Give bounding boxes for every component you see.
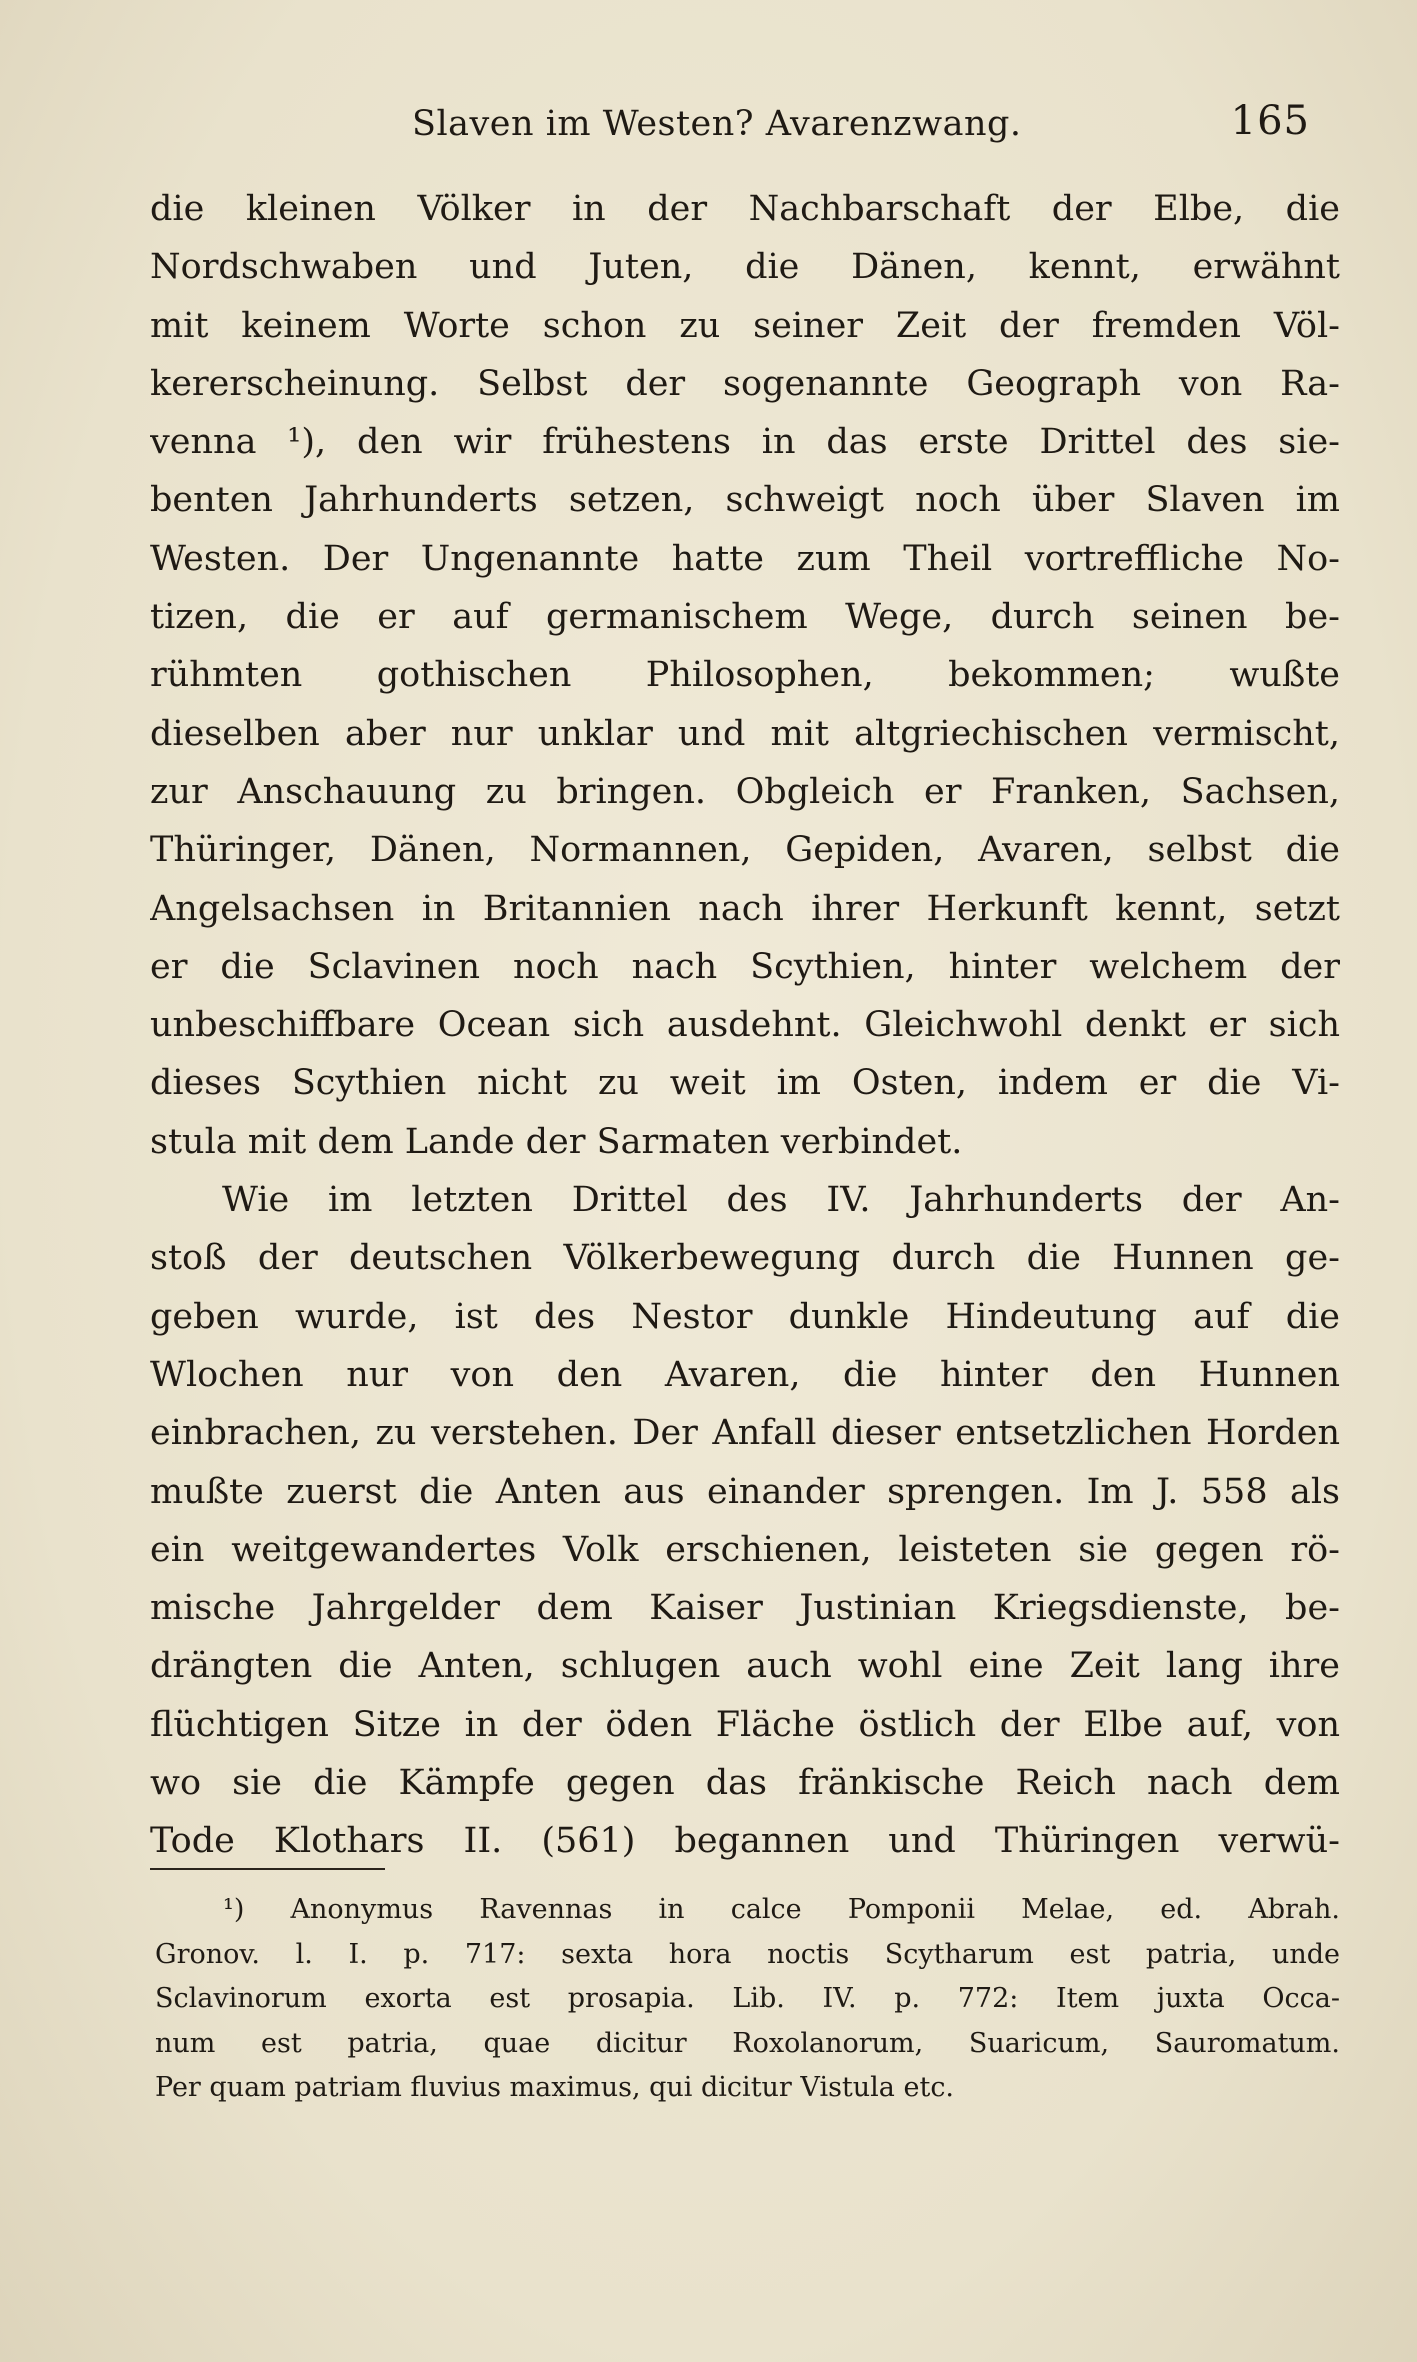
text-line: dieses Scythien nicht zu weit im Osten, indem er die Vi- <box>150 1063 1340 1104</box>
text-line: dieselben aber nur unklar und mit altgriechischen vermischt, <box>150 713 1340 754</box>
text-line: mische Jahrgelder dem Kaiser Justinian Kriegsdienste, be- <box>150 1588 1340 1629</box>
text-line: ein weitgewandertes Volk erschienen, leisteten sie gegen rö- <box>150 1529 1340 1570</box>
text-line: rühmten gothischen Philosophen, bekommen; wußte <box>150 655 1340 696</box>
text-line: mußte zuerst die Anten aus einander sprengen. Im J. 558 als <box>150 1471 1340 1512</box>
footnote-line: Sclavinorum exorta est prosapia. Lib. IV. p. 772: Item juxta Occa- <box>155 1983 1340 2015</box>
text-line: flüchtigen Sitze in der öden Fläche östlich der Elbe auf, von <box>150 1704 1340 1745</box>
running-head: Slaven im Westen? Avarenzwang. <box>412 104 1022 144</box>
text-line: venna ¹), den wir frühestens in das erste Drittel des sie- <box>150 422 1340 463</box>
text-line: benten Jahrhunderts setzen, schweigt noch über Slaven im <box>150 480 1340 521</box>
text-line: Tode Klothars II. (561) begannen und Thüringen verwü- <box>150 1821 1340 1862</box>
text-line: stoß der deutschen Völkerbewegung durch die Hunnen ge- <box>150 1238 1340 1279</box>
footnote-line: ¹) Anonymus Ravennas in calce Pomponii Melae, ed. Abrah. <box>223 1894 1340 1925</box>
main-text <box>150 180 1340 1871</box>
footnote-line: Gronov. l. I. p. 717: sexta hora noctis Scytharum est patria, unde <box>155 1938 1340 1970</box>
text-line: Wlochen nur von den Avaren, die hinter den Hunnen <box>150 1354 1340 1395</box>
text-line: mit keinem Worte schon zu seiner Zeit der fremden Völ- <box>150 305 1340 346</box>
footnote-line: num est patria, quae dicitur Roxolanorum, Suaricum, Sauromatum. <box>155 2027 1340 2059</box>
footnotes <box>155 1888 1340 2111</box>
page-number: 165 <box>1230 98 1310 144</box>
text-line: einbrachen, zu verstehen. Der Anfall dieser entsetzlichen Horden <box>150 1413 1340 1454</box>
text-line: er die Sclavinen noch nach Scythien, hinter welchem der <box>150 946 1340 987</box>
text-line: Nordschwaben und Juten, die Dänen, kennt, erwähnt <box>150 247 1340 288</box>
text-line: drängten die Anten, schlugen auch wohl eine Zeit lang ihre <box>150 1646 1340 1687</box>
page-header <box>150 98 1340 158</box>
text-line: zur Anschauung zu bringen. Obgleich er Franken, Sachsen, <box>150 771 1340 812</box>
text-line: kererscheinung. Selbst der sogenannte Geograph von Ra- <box>150 363 1340 404</box>
text-line: tizen, die er auf germanischem Wege, durch seinen be- <box>150 597 1340 638</box>
footnote-line: Per quam patriam fluvius maximus, qui dicitur Vistula etc. <box>155 2072 955 2104</box>
text-line: die kleinen Völker in der Nachbarschaft der Elbe, die <box>150 189 1340 229</box>
text-line: Angelsachsen in Britannien nach ihrer Herkunft kennt, setzt <box>150 888 1340 929</box>
text-line: Wie im letzten Drittel des IV. Jahrhunderts der An- <box>222 1180 1340 1221</box>
text-line: stula mit dem Lande der Sarmaten verbindet. <box>150 1121 963 1162</box>
text-line: unbeschiffbare Ocean sich ausdehnt. Gleichwohl denkt er sich <box>150 1005 1340 1046</box>
text-line: wo sie die Kämpfe gegen das fränkische Reich nach dem <box>150 1763 1340 1804</box>
text-line: Westen. Der Ungenannte hatte zum Theil vortreffliche No- <box>150 538 1340 579</box>
footnote-divider <box>150 1868 385 1870</box>
text-line: geben wurde, ist des Nestor dunkle Hindeutung auf die <box>150 1296 1340 1337</box>
text-line: Thüringer, Dänen, Normannen, Gepiden, Avaren, selbst die <box>150 830 1340 871</box>
